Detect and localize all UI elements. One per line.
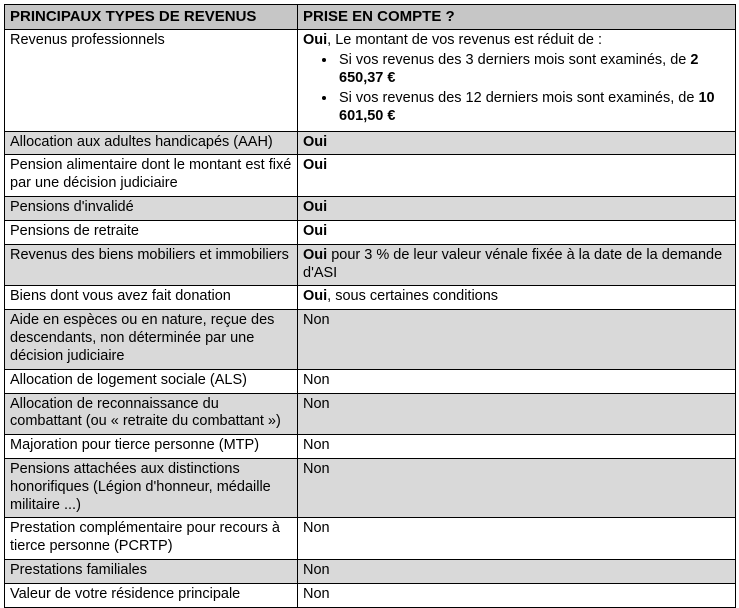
prise-en-compte-cell xyxy=(298,369,736,393)
answer-detail: Non xyxy=(303,437,330,454)
revenue-type-cell: Allocation aux adultes handicapés (AAH) xyxy=(5,131,298,155)
prise-en-compte-cell xyxy=(298,220,736,244)
revenue-type-cell: Allocation de reconnaissance du combattant (ou « retraite du combattant ») xyxy=(5,393,298,435)
table-row xyxy=(5,155,736,197)
revenue-type-cell: Prestation complémentaire pour recours à tierce personne (PCRTP) xyxy=(5,518,298,560)
answer-detail: , Le montant de vos revenus est réduit de : xyxy=(327,32,603,49)
prise-en-compte-cell xyxy=(298,197,736,221)
table-row xyxy=(5,220,736,244)
document-page xyxy=(0,4,739,602)
answer-detail: pour 3 % de leur valeur vénale fixée à la date de la demande d'ASI xyxy=(303,246,723,281)
prise-en-compte-cell xyxy=(298,518,736,560)
answer-line xyxy=(303,372,730,390)
prise-en-compte-cell xyxy=(298,155,736,197)
revenue-type-cell: Pension alimentaire dont le montant est fixé par une décision judiciaire xyxy=(5,155,298,197)
answer-line xyxy=(303,461,730,479)
answer-line xyxy=(303,157,730,175)
answer-line xyxy=(303,199,730,217)
prise-en-compte-cell xyxy=(298,286,736,310)
table-row xyxy=(5,197,736,221)
answer-line xyxy=(303,396,730,414)
answer-bullet-list xyxy=(303,52,730,125)
prise-en-compte-cell xyxy=(298,131,736,155)
answer-line xyxy=(303,586,730,604)
revenue-type-cell: Biens dont vous avez fait donation xyxy=(5,286,298,310)
table-row xyxy=(5,131,736,155)
answer-detail: Non xyxy=(303,562,330,579)
answer-detail: Non xyxy=(303,461,330,477)
table-row xyxy=(5,369,736,393)
answer-line xyxy=(303,32,730,50)
answer-keyword: Oui xyxy=(303,246,328,263)
revenue-type-cell: Aide en espèces ou en nature, reçue des descendants, non déterminée par une décision judiciaire xyxy=(5,310,298,369)
answer-keyword: Oui xyxy=(303,133,328,150)
table-header xyxy=(5,5,736,30)
answer-line xyxy=(303,134,730,152)
prise-en-compte-cell xyxy=(298,560,736,584)
table-row xyxy=(5,244,736,286)
table-row xyxy=(5,459,736,518)
answer-detail: Non xyxy=(303,585,330,602)
answer-detail: Non xyxy=(303,520,330,537)
revenue-type-cell: Prestations familiales xyxy=(5,560,298,584)
answer-detail: , sous certaines conditions xyxy=(327,288,499,305)
prise-en-compte-cell xyxy=(298,244,736,286)
table-row xyxy=(5,560,736,584)
answer-line xyxy=(303,223,730,241)
prise-en-compte-cell xyxy=(298,310,736,369)
revenue-type-cell: Pensions de retraite xyxy=(5,220,298,244)
prise-en-compte-cell xyxy=(298,459,736,518)
answer-detail: Non xyxy=(303,312,330,329)
answer-keyword: Oui xyxy=(303,199,328,216)
table-row xyxy=(5,286,736,310)
revenue-type-cell: Revenus professionnels xyxy=(5,30,298,131)
revenue-type-cell: Majoration pour tierce personne (MTP) xyxy=(5,435,298,459)
bullet-text: Si vos revenus des 12 derniers mois sont examinés, de xyxy=(339,89,699,106)
answer-line xyxy=(303,437,730,455)
table-row xyxy=(5,435,736,459)
answer-keyword: Oui xyxy=(303,288,328,305)
answer-line xyxy=(303,562,730,580)
column-header-prise-en-compte: PRISE EN COMPTE ? xyxy=(298,5,736,30)
revenue-type-cell: Revenus des biens mobiliers et immobiliers xyxy=(5,244,298,286)
answer-keyword: Oui xyxy=(303,157,328,174)
answer-bullet-item xyxy=(337,90,730,126)
answer-line xyxy=(303,288,730,306)
prise-en-compte-cell xyxy=(298,393,736,435)
answer-detail: Non xyxy=(303,395,330,412)
answer-line xyxy=(303,312,730,330)
table-row xyxy=(5,393,736,435)
revenue-type-cell: Valeur de votre résidence principale xyxy=(5,583,298,607)
column-header-types-revenus: PRINCIPAUX TYPES DE REVENUS xyxy=(5,5,298,30)
revenue-type-cell: Allocation de logement sociale (ALS) xyxy=(5,369,298,393)
bullet-amount: 10 601,50 € xyxy=(339,89,715,124)
table-row xyxy=(5,30,736,131)
revenus-table xyxy=(4,4,736,608)
answer-keyword: Oui xyxy=(303,222,328,239)
prise-en-compte-cell xyxy=(298,435,736,459)
table-body xyxy=(5,30,736,607)
answer-keyword: Oui xyxy=(303,32,328,49)
table-row xyxy=(5,518,736,560)
bullet-amount: 2 650,37 € xyxy=(339,52,699,87)
prise-en-compte-cell xyxy=(298,583,736,607)
answer-line xyxy=(303,247,730,283)
table-row xyxy=(5,310,736,369)
table-row xyxy=(5,583,736,607)
prise-en-compte-cell xyxy=(298,30,736,131)
table-header-row xyxy=(5,5,736,30)
revenue-type-cell: Pensions d'invalidé xyxy=(5,197,298,221)
revenue-type-cell: Pensions attachées aux distinctions honorifiques (Légion d'honneur, médaille militaire ...) xyxy=(5,459,298,518)
answer-detail: Non xyxy=(303,371,330,388)
answer-bullet-item xyxy=(337,52,730,88)
bullet-text: Si vos revenus des 3 derniers mois sont examinés, de xyxy=(339,52,691,69)
answer-line xyxy=(303,520,730,538)
